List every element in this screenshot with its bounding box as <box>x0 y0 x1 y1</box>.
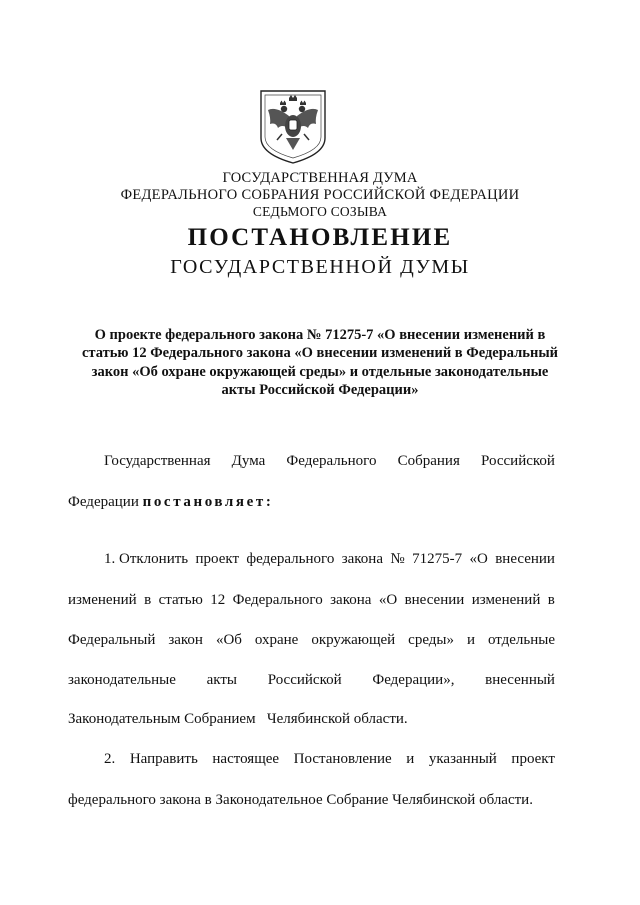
word: закона <box>330 592 372 608</box>
word: Дума <box>231 453 266 469</box>
word: Федерального <box>286 453 377 469</box>
word: федерального <box>246 551 335 567</box>
word: и <box>406 751 415 767</box>
word: в <box>547 592 555 608</box>
word: указанный <box>428 751 497 767</box>
header-line-3: СЕДЬМОГО СОЗЫВА <box>252 204 388 219</box>
decides-word: постановляет: <box>142 494 274 510</box>
word: настоящее <box>212 751 280 767</box>
word: 12 <box>210 592 226 608</box>
word: закона <box>341 551 383 567</box>
word: № <box>390 551 405 567</box>
preamble-line-1 <box>104 453 555 470</box>
subject-line: статью 12 Федерального закона «О внесении изменений в Федеральный <box>81 345 559 362</box>
word: законодательные <box>68 672 176 688</box>
word: статью <box>158 592 203 608</box>
document-subtitle: ГОСУДАРСТВЕННОЙ ДУМЫ <box>170 256 470 278</box>
word: Федерации», <box>372 672 455 688</box>
word: внесении <box>495 551 555 567</box>
coat-of-arms-icon <box>258 88 328 166</box>
word: внесенный <box>485 672 555 688</box>
item-1-line-5: Законодательным Собранием Челябинской области. <box>68 711 408 727</box>
preamble-text: Федерации <box>68 494 143 510</box>
word: окружающей <box>311 632 396 648</box>
item-1-line-1 <box>104 551 555 568</box>
item-1-line-4 <box>68 672 555 689</box>
word: 1. Отклонить <box>104 551 189 567</box>
word: в <box>144 592 152 608</box>
subject-line: О проекте федерального закона № 71275-7 «О внесении изменений в <box>94 327 546 343</box>
word: отдельные <box>487 632 555 648</box>
item-2-line-1 <box>104 751 555 768</box>
word: «О <box>378 592 398 608</box>
word: Государственная <box>104 453 211 469</box>
word: Направить <box>129 751 198 767</box>
word: «Об <box>215 632 242 648</box>
header-line-1: ГОСУДАРСТВЕННАЯ ДУМА <box>222 170 418 186</box>
word: и <box>466 632 475 648</box>
word: 71275-7 <box>412 551 463 567</box>
word: акты <box>206 672 238 688</box>
item-1-line-3 <box>68 632 555 649</box>
word: изменений <box>471 592 541 608</box>
word: проект <box>195 551 240 567</box>
document-subject <box>72 326 568 399</box>
item-1-line-2 <box>68 592 555 609</box>
word: внесении <box>404 592 465 608</box>
subject-line: закон «Об охране окружающей среды» и отдельные законодательные <box>91 363 549 380</box>
word: проект <box>511 751 555 767</box>
word: Федеральный <box>68 632 156 648</box>
word: закон <box>168 632 203 648</box>
subject-line: акты Российской Федерации» <box>221 381 419 398</box>
word: среды» <box>408 632 454 648</box>
word: охране <box>254 632 299 648</box>
word: Российской <box>267 672 342 688</box>
word: Постановление <box>293 751 392 767</box>
word: 2. <box>104 751 116 767</box>
header-line-2: ФЕДЕРАЛЬНОГО СОБРАНИЯ РОССИЙСКОЙ ФЕДЕРАЦИИ <box>120 187 520 203</box>
word: «О <box>469 551 488 567</box>
preamble-line-2 <box>68 494 273 511</box>
item-2-line-2: федерального закона в Законодательное Собрание Челябинской области. <box>68 792 533 808</box>
word: Федерального <box>232 592 323 608</box>
word: изменений <box>68 592 137 608</box>
word: Российской <box>481 453 555 469</box>
document-title: ПОСТАНОВЛЕНИЕ <box>187 224 453 251</box>
word: Собрания <box>397 453 460 469</box>
